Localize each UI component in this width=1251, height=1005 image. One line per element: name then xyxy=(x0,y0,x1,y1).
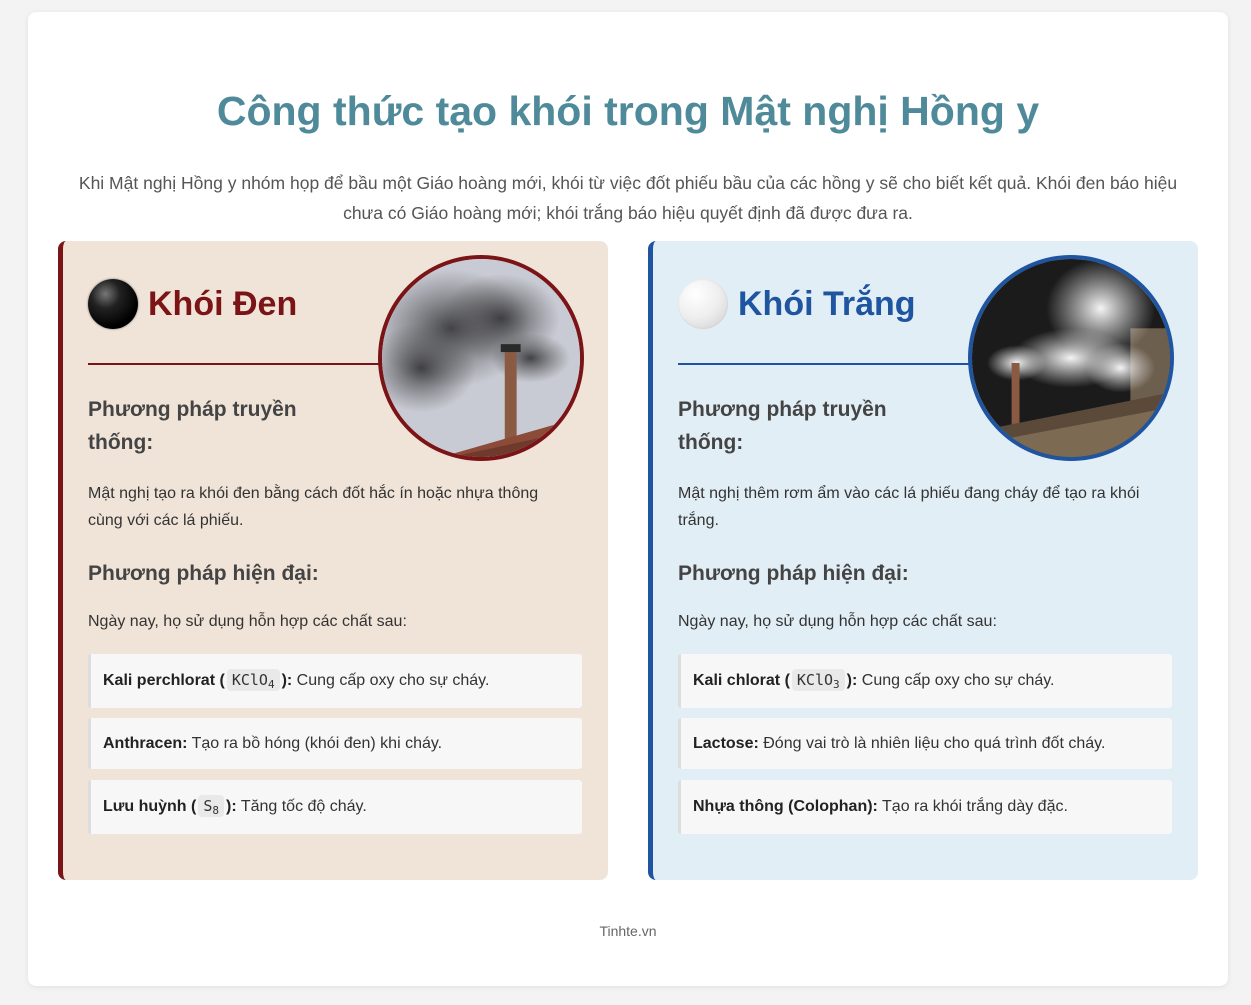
page-container xyxy=(28,12,1228,986)
list-item: Kali perchlorat ( KClO$_4$ ): Cung cấp oxy cho sự cháy. xyxy=(88,654,582,708)
chemical-formula: $S_8$ xyxy=(198,795,224,817)
black-smoke-title: Khói Đen xyxy=(148,284,298,323)
white-traditional-heading: Phương pháp truyền thống: xyxy=(678,398,887,454)
white-circle-icon xyxy=(678,279,728,329)
black-smoke-card xyxy=(58,241,608,880)
list-item: Kali chlorat ( KClO$_3$ ): Cung cấp oxy cho sự cháy. xyxy=(678,654,1172,708)
chemical-formula: KClO$_4$ xyxy=(227,669,280,691)
white-smoke-title: Khói Trắng xyxy=(738,284,916,323)
white-modern-intro: Ngày nay, họ sử dụng hỗn hợp các chất sau: xyxy=(678,613,997,630)
white-smoke-divider xyxy=(678,363,978,365)
list-item: Nhựa thông (Colophan): Tạo ra khói trắng dày đặc. xyxy=(678,780,1172,834)
footer-source: Tinhte.vn xyxy=(599,923,657,939)
black-smoke-divider xyxy=(88,363,388,365)
chemical-formula: KClO$_3$ xyxy=(792,669,845,691)
black-traditional-heading: Phương pháp truyền thống: xyxy=(88,398,297,454)
white-smoke-header xyxy=(678,277,916,331)
list-item: Lưu huỳnh ( $S_8$ ): Tăng tốc độ cháy. xyxy=(88,780,582,834)
page-title: Công thức tạo khói trong Mật nghị Hồng y xyxy=(216,88,1040,134)
list-item: Lactose: Đóng vai trò là nhiên liệu cho quá trình đốt cháy. xyxy=(678,718,1172,769)
black-smoke-photo xyxy=(378,255,584,461)
white-modern-heading: Phương pháp hiện đại: xyxy=(678,562,909,585)
white-smoke-photo xyxy=(968,255,1174,461)
white-traditional-text: Mật nghị thêm rơm ẩm vào các lá phiếu đang cháy để tạo ra khói trắng. xyxy=(678,485,1140,529)
white-smoke-card xyxy=(648,241,1198,880)
black-modern-heading: Phương pháp hiện đại: xyxy=(88,562,319,585)
black-circle-icon xyxy=(88,279,138,329)
black-smoke-header xyxy=(88,277,297,331)
intro-paragraph: Khi Mật nghị Hồng y nhóm họp để bầu một Giáo hoàng mới, khói từ việc đốt phiếu bầu của các hồng y sẽ cho biết kết quả. Khói đen báo hiệu chưa có Giáo hoàng mới; khói trắng báo hiệu quyết định đã được đưa ra. xyxy=(78,173,1178,223)
list-item: Anthracen: Tạo ra bồ hóng (khói đen) khi cháy. xyxy=(88,718,582,769)
black-traditional-text: Mật nghị tạo ra khói đen bằng cách đốt hắc ín hoặc nhựa thông cùng với các lá phiếu. xyxy=(88,485,539,529)
black-modern-intro: Ngày nay, họ sử dụng hỗn hợp các chất sau: xyxy=(88,613,407,630)
